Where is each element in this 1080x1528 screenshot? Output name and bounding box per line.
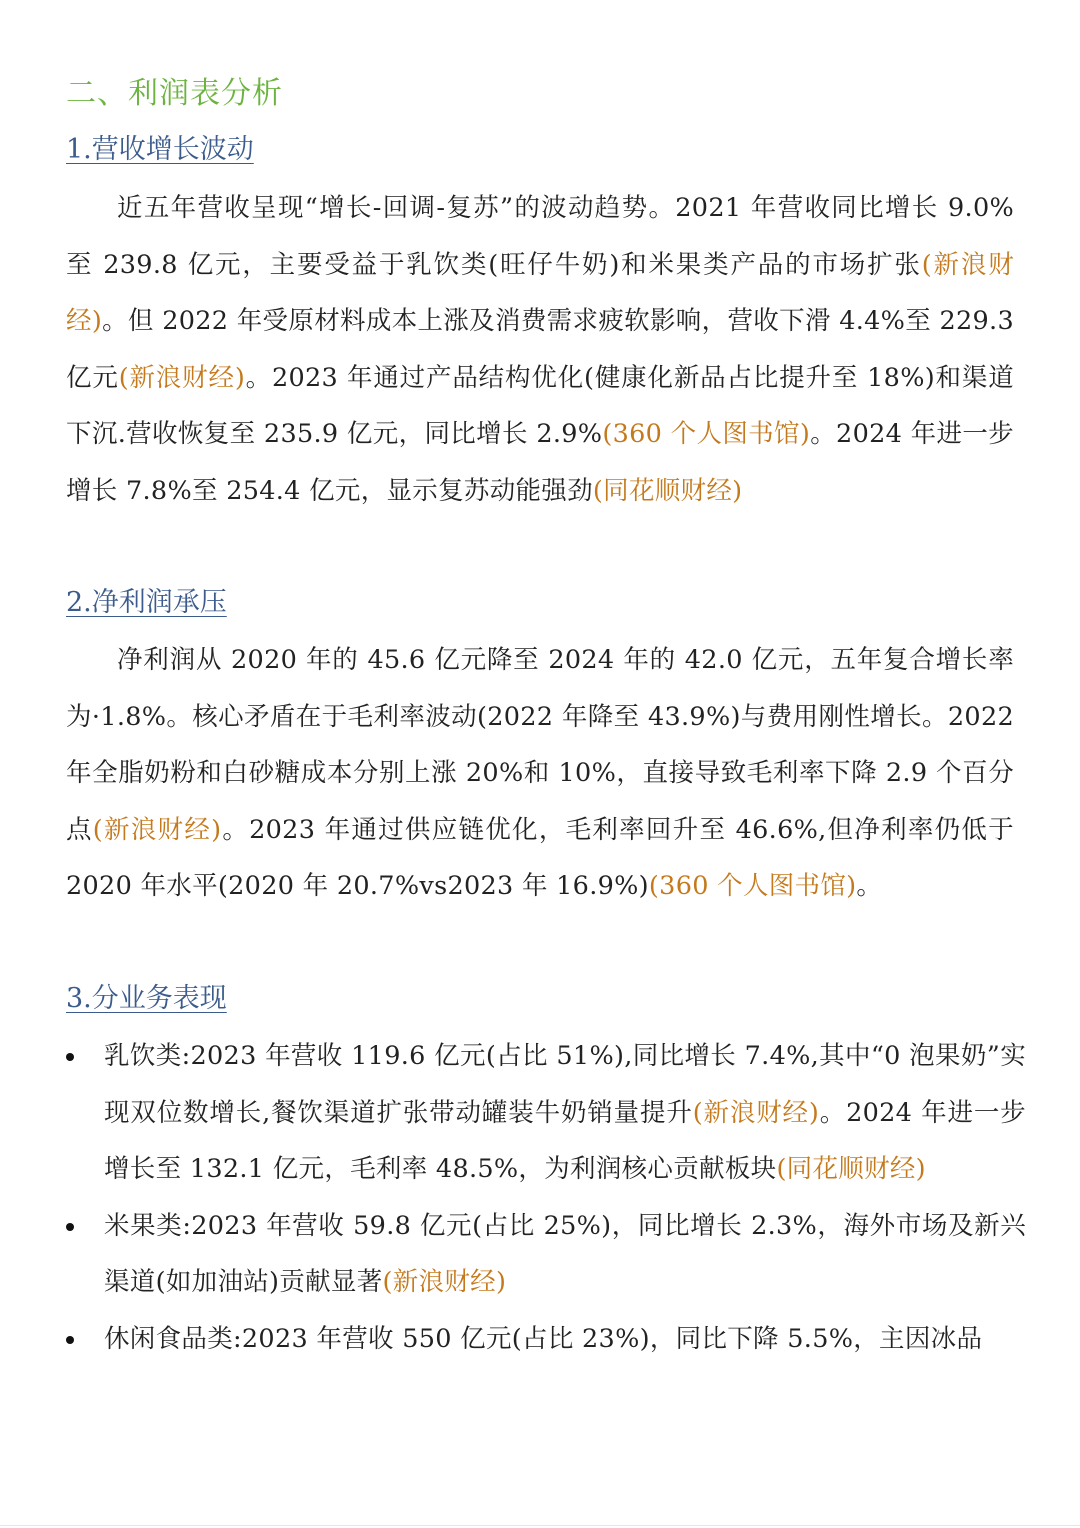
bullet-text bbox=[104, 1324, 982, 1354]
bullet-dot-icon bbox=[66, 1053, 74, 1061]
subsection-title-segments: 3.分业务表现 bbox=[66, 983, 227, 1014]
body-text: 。2024 年进一步增长 7.8%至 254.4 亿元，显示复苏动能强劲 bbox=[66, 419, 1014, 506]
body-text: 休闲食品类:2023 年营收 550 亿元(占比 23%)，同比下降 5.5%，主因冰品 bbox=[104, 1323, 983, 1354]
bullet-dot-icon bbox=[66, 1336, 74, 1344]
body-text: 。2023 年通过供应链优化，毛利率回升至 46.6%,但净利率仍低于 2020 年水平(2020 年 20.7%vs2023 年 16.9%) bbox=[66, 814, 1014, 902]
body-text: 净利润从 2020 年的 45.6 亿元降至 2024 年的 42.0 亿元，五年复合增长率为·1.8%。核心矛盾在于毛利率波动(2022 年降至 43.9%)与费用刚性增长。2022 年全脂奶粉和白砂糖成本分别上涨 20%和 10%，直接导致毛利率下降 2.9 个百分点 bbox=[66, 645, 1014, 845]
subsection-title-revenue: 1.营收增长波动 bbox=[66, 134, 254, 165]
section-title: 二、利润表分析 bbox=[66, 76, 283, 111]
citation-link[interactable]: (新浪财经) bbox=[118, 362, 246, 393]
citation-link[interactable]: (新浪财经) bbox=[382, 1267, 507, 1298]
bullet-text bbox=[104, 1041, 1026, 1184]
bullet-text bbox=[104, 1211, 1026, 1298]
citation-link[interactable]: (同花顺财经) bbox=[776, 1154, 926, 1185]
citation-link[interactable]: (新浪财经) bbox=[66, 249, 1014, 337]
body-text: 。2023 年通过产品结构优化(健康化新品占比提升至 18%)和渠道下沉.营收恢复至 235.9 亿元，同比增长 2.9% bbox=[66, 362, 1014, 450]
body-text: 近五年营收呈现“增长-回调-复苏”的波动趋势。2021 年营收同比增长 9.0% 至 239.8 亿元，主要受益于乳饮类(旺仔牛奶)和米果类产品的市场扩张 bbox=[66, 193, 1014, 280]
segment-bullet-list bbox=[66, 1028, 1026, 1368]
bullet-item-snacks bbox=[66, 1311, 1026, 1368]
body-text: 米果类:2023 年营收 59.8 亿元(占比 25%)，同比增长 2.3%，海外市场及新兴渠道(如加油站)贡献显著 bbox=[104, 1210, 1026, 1298]
citation-link[interactable]: (新浪财经) bbox=[692, 1097, 820, 1128]
paragraph-revenue bbox=[66, 180, 1014, 520]
body-text: 乳饮类:2023 年营收 119.6 亿元(占比 51%),同比增长 7.4%,其中“0 泡果奶”实现双位数增长,餐饮渠道扩张带动罐装牛奶销量提升 bbox=[104, 1041, 1026, 1128]
paragraph-net-profit bbox=[66, 632, 1014, 915]
citation-link[interactable]: (360 个人图书馆) bbox=[648, 871, 857, 902]
bullet-item-dairy bbox=[66, 1028, 1026, 1198]
bullet-item-rice-cracker bbox=[66, 1198, 1026, 1311]
bottom-divider bbox=[0, 1525, 1080, 1526]
body-text: 。 bbox=[856, 871, 883, 902]
subsection-title-net-profit: 2.净利润承压 bbox=[66, 587, 227, 618]
citation-link[interactable]: (360 个人图书馆) bbox=[602, 419, 811, 450]
body-text: 。但 2022 年受原材料成本上涨及消费需求疲软影响，营收下滑 4.4%至 229.3 亿元 bbox=[66, 306, 1014, 393]
bullet-dot-icon bbox=[66, 1223, 74, 1231]
citation-link[interactable]: (同花顺财经) bbox=[592, 475, 743, 506]
citation-link[interactable]: (新浪财经) bbox=[92, 814, 222, 845]
body-text: 。2024 年进一步增长至 132.1 亿元，毛利率 48.5%，为利润核心贡献板块 bbox=[104, 1097, 1026, 1185]
